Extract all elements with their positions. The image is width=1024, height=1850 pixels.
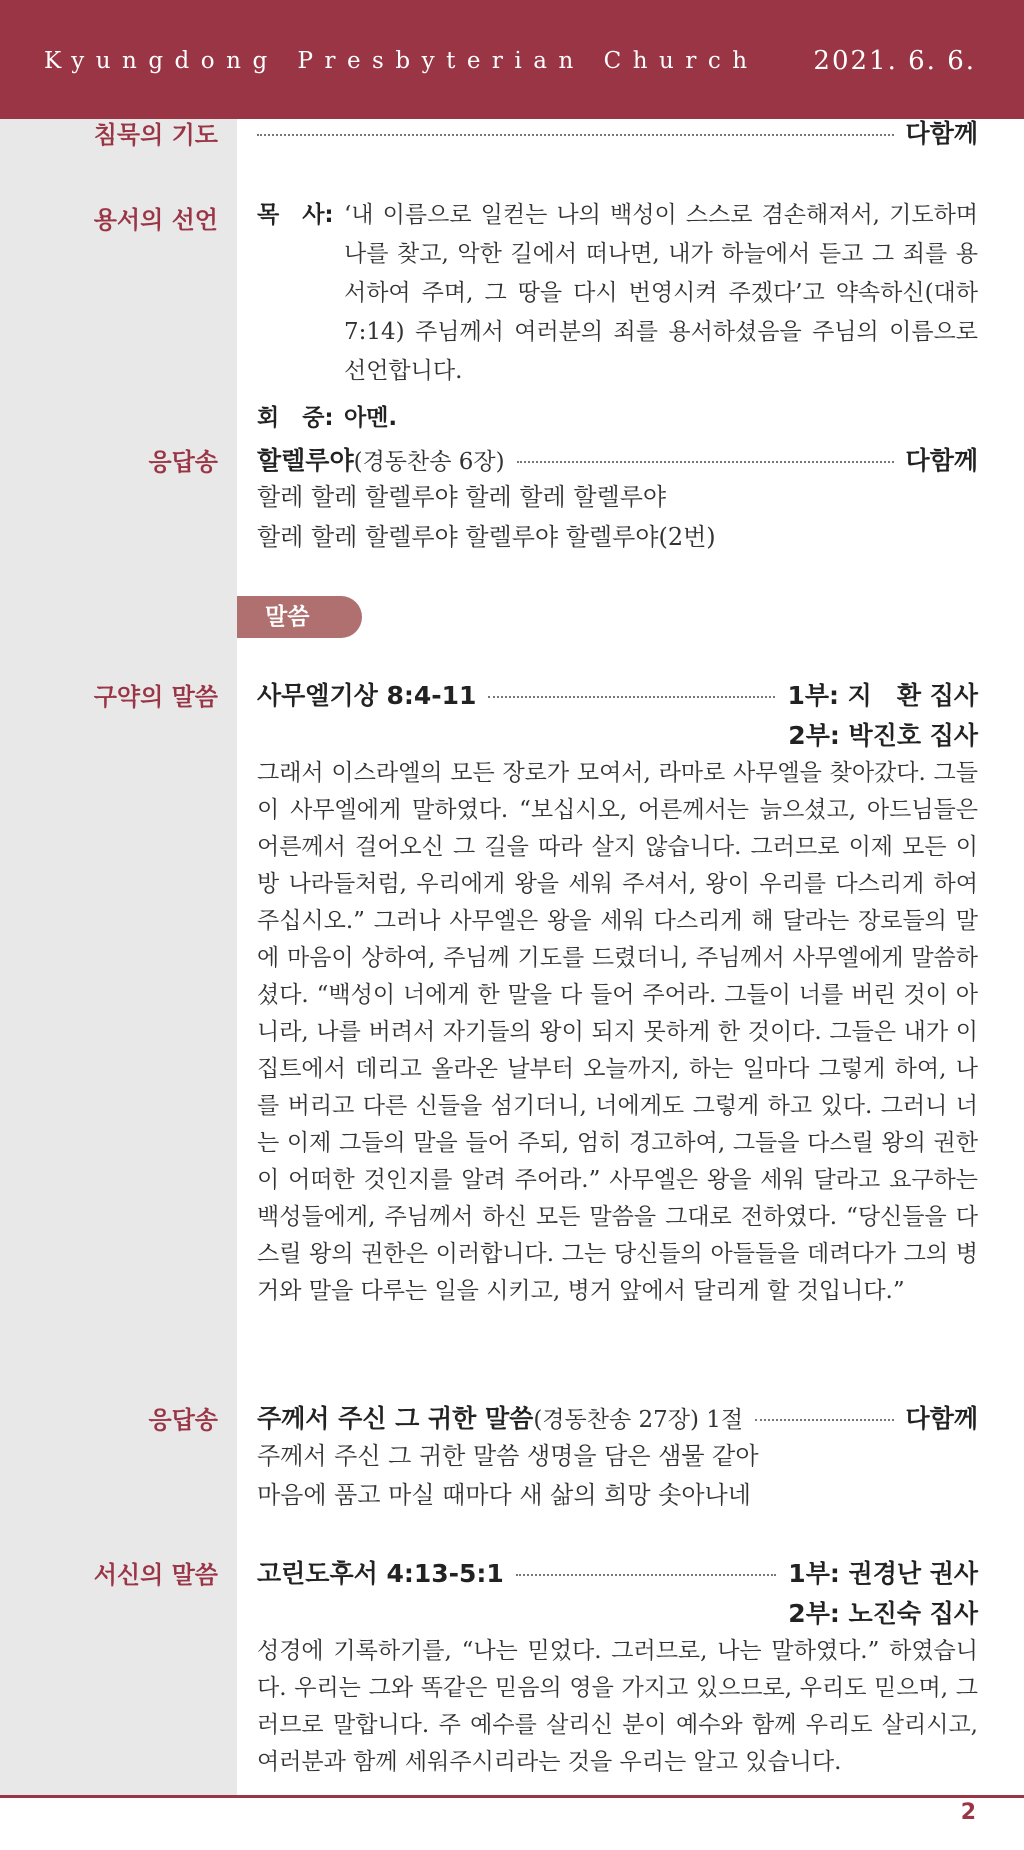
response-2-lyric-2: 마음에 품고 마실 때마다 새 삶의 희망 솟아나네 — [257, 1481, 751, 1509]
label-absolution: 용서의 선언 — [93, 206, 218, 234]
response-2-lyric-1: 주께서 주신 그 귀한 말씀 생명을 담은 샘물 같아 — [257, 1442, 759, 1470]
page-number: 2 — [960, 1800, 976, 1825]
header-bar — [0, 0, 1024, 119]
pastor-label: 목 사: — [257, 202, 334, 228]
label-epistle: 서신의 말씀 — [93, 1561, 218, 1589]
response-2-row — [257, 1399, 978, 1435]
leader-dots — [755, 1419, 893, 1421]
response-2-hymn: (경동찬송 27장) 1절 — [533, 1407, 744, 1433]
response-1-lyric-2: 할레 할레 할렐루야 할렐루야 할렐루야(2번) — [257, 523, 716, 551]
epistle-reader-1: 1부: 권경난 권사 — [788, 1559, 978, 1588]
epistle-reference: 고린도후서 4:13-5:1 — [257, 1559, 504, 1588]
leader-dots — [517, 461, 894, 463]
leader-dots — [516, 1574, 776, 1576]
epistle-text: 성경에 기록하기를, “나는 믿었다. 그러므로, 나는 말하였다.” 하였습니다. 우리는 그와 똑같은 믿음의 영을 가지고 있으므로, 우리도 믿으며, 그러므로 말합니다. 주 예수를 살리신 분이 예수와 함께 우리도 살리시고, 여러분과 함께 세워주시리라는 것을 우리는 알고 있습니다. — [257, 1638, 978, 1775]
silent-prayer-row — [257, 114, 978, 150]
label-silent-prayer: 침묵의 기도 — [93, 121, 218, 149]
ot-reference: 사무엘기상 8:4-11 — [257, 681, 477, 710]
absolution-pastor — [257, 196, 978, 391]
ot-reading-row — [257, 676, 978, 712]
epistle-reader-2: 2부: 노진숙 집사 — [788, 1599, 978, 1628]
epistle-row — [257, 1554, 978, 1590]
response-1-title: 할렐루야 — [257, 446, 354, 475]
silent-prayer-participants: 다함께 — [905, 119, 978, 148]
church-name: Kyungdong Presbyterian Church — [44, 48, 759, 74]
section-word-tab: 말씀 — [237, 596, 362, 638]
response-2-title: 주께서 주신 그 귀한 말씀 — [257, 1404, 534, 1433]
leader-dots — [257, 134, 894, 136]
absolution-text: ‘내 이름으로 일컫는 나의 백성이 스스로 겸손해져서, 기도하며 나를 찾고, 악한 길에서 떠나면, 내가 하늘에서 듣고 그 죄를 용서하여 주며, 그 땅을 다시 번영시켜 주겠다’고 약속하신(대하 7:14) 주님께서 여러분의 죄를 용서하셨음을 주님의 이름으로 선언합니다. — [344, 202, 978, 384]
congregation-label: 회 중: — [257, 405, 334, 431]
ot-reader-2: 2부: 박진호 집사 — [788, 721, 978, 750]
response-1-lyric-1: 할레 할레 할렐루야 할레 할레 할렐루야 — [257, 483, 667, 511]
response-2-participants: 다함께 — [905, 1404, 978, 1433]
absolution-congregation — [257, 399, 978, 438]
ot-reading-text: 그래서 이스라엘의 모든 장로가 모여서, 라마로 사무엘을 찾아갔다. 그들이 사무엘에게 말하였다. “보십시오, 어른께서는 늙으셨고, 아드님들은 어른께서 걸어오신 그 길을 따라 살지 않습니다. 그러므로 이제 모든 이방 나라들처럼, 우리에게 왕을 세워 주셔서, 왕이 우리를 다스리게 하여 주십시오.” 그러나 사무엘은 왕을 세워 다스리게 해 달라는 장로들의 말에 마음이 상하여, 주님께 기도를 드렸더니, 주님께서 사무엘에게 말씀하셨다. “백성이 너에게 한 말을 다 들어 주어라. 그들이 너를 버린 것이 아니라, 나를 버려서 자기들의 왕이 되지 못하게 한 것이다. 그들은 내가 이집트에서 데리고 올라온 날부터 오늘까지, 하는 일마다 그렇게 하여, 나를 버리고 다른 신들을 섬기더니, 너에게도 그렇게 하고 있다. 그러니 너는 이제 그들의 말을 들어 주되, 엄히 경고하여, 그들을 다스릴 왕의 권한이 어떠한 것인지를 알려 주어라.” 사무엘은 왕을 세워 달라고 요구하는 백성들에게, 주님께서 하신 모든 말씀을 그대로 전하였다. “당신들을 다스릴 왕의 권한은 이러합니다. 그는 당신들의 아들들을 데려다가 그의 병거와 말을 다루는 일을 시키고, 병거 앞에서 달리게 할 것입니다.” — [257, 760, 978, 1304]
left-label-column — [0, 119, 237, 1795]
bulletin-date: 2021. 6. 6. — [813, 46, 976, 76]
label-ot-reading: 구약의 말씀 — [93, 683, 218, 711]
footer-rule — [0, 1795, 1024, 1798]
leader-dots — [488, 696, 775, 698]
congregation-response: 아멘. — [344, 405, 398, 431]
response-1-participants: 다함께 — [905, 446, 978, 475]
response-1-row — [257, 441, 978, 477]
label-response-2: 응답송 — [148, 1406, 218, 1434]
response-1-hymn: (경동찬송 6장) — [353, 449, 505, 475]
label-response-1: 응답송 — [148, 448, 218, 476]
ot-reader-1: 1부: 지 환 집사 — [787, 681, 978, 710]
